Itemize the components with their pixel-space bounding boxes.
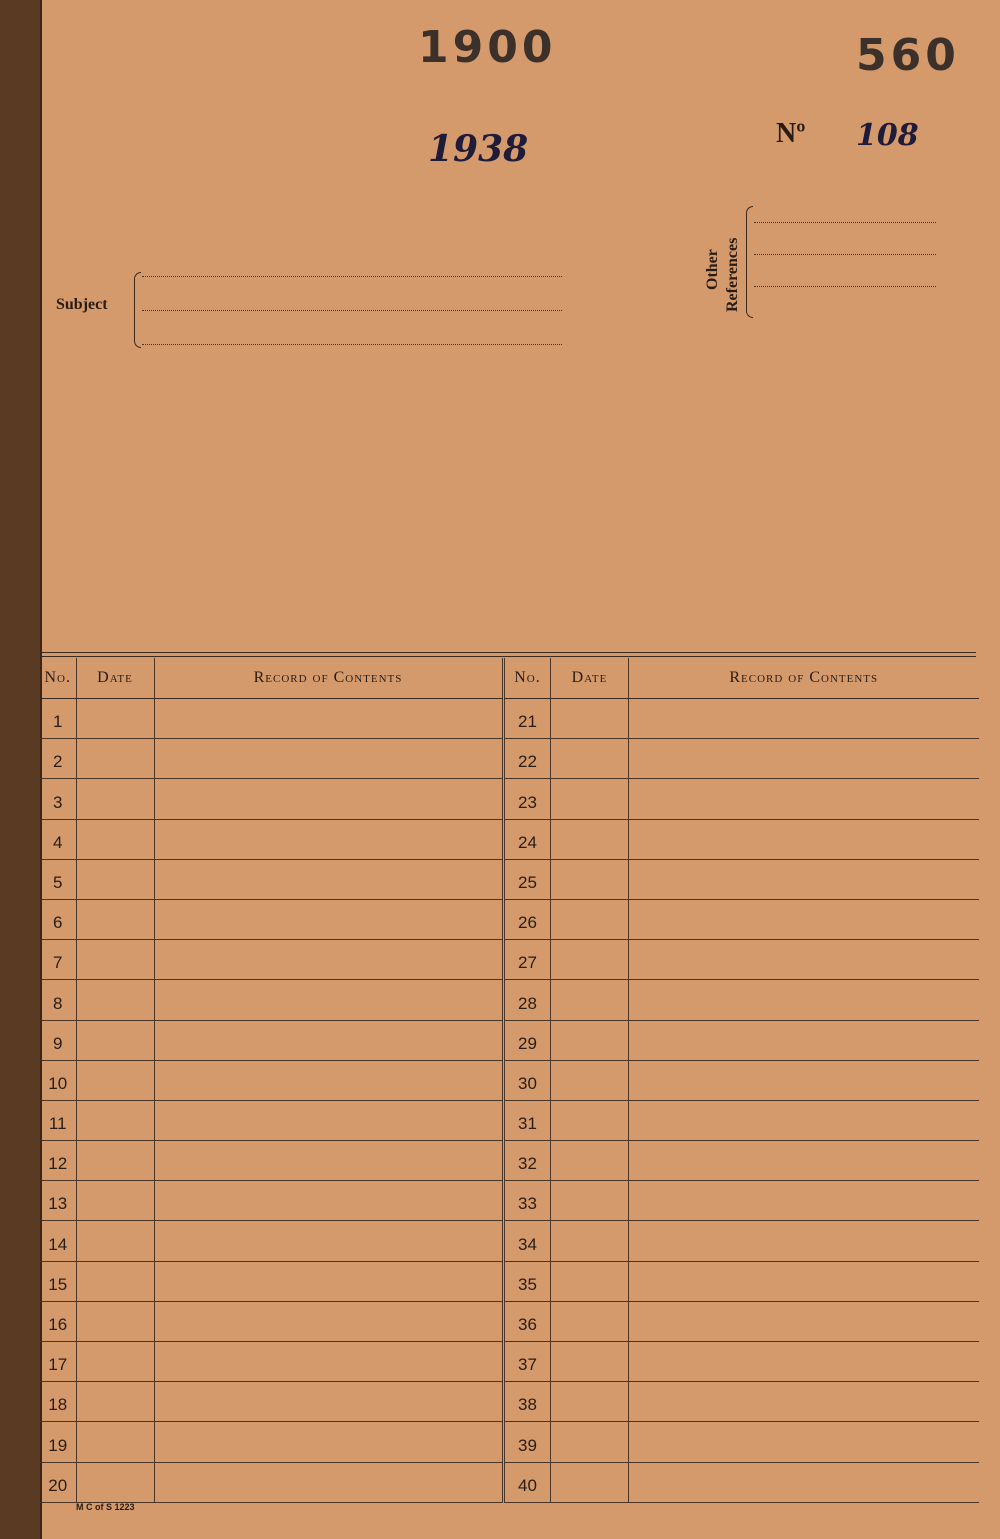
date-cell[interactable]	[551, 699, 629, 739]
record-cell[interactable]	[154, 859, 502, 899]
table-row	[40, 1100, 502, 1140]
other-ref-line-1[interactable]	[754, 222, 936, 223]
date-cell[interactable]	[551, 1181, 629, 1221]
date-cell[interactable]	[76, 899, 154, 939]
date-cell[interactable]	[551, 899, 629, 939]
record-cell[interactable]	[629, 1181, 979, 1221]
handwritten-number: 108	[856, 118, 919, 153]
date-cell[interactable]	[76, 1342, 154, 1382]
header-date: Date	[551, 658, 629, 699]
row-number: 30	[505, 1060, 551, 1100]
date-cell[interactable]	[76, 980, 154, 1020]
date-cell[interactable]	[76, 1301, 154, 1341]
table-top-rule	[40, 652, 976, 653]
subject-brace	[134, 272, 141, 348]
date-cell[interactable]	[551, 739, 629, 779]
row-number: 29	[505, 1020, 551, 1060]
table-row	[40, 1301, 502, 1341]
row-number: 32	[505, 1141, 551, 1181]
record-cell[interactable]	[154, 779, 502, 819]
other-ref-line-2[interactable]	[754, 254, 936, 255]
number-label: Nº	[776, 118, 806, 149]
record-cell[interactable]	[154, 1342, 502, 1382]
date-cell[interactable]	[76, 1181, 154, 1221]
record-cell[interactable]	[629, 1301, 979, 1341]
record-cell[interactable]	[629, 739, 979, 779]
table-row	[505, 1462, 979, 1502]
table-row	[505, 1181, 979, 1221]
record-cell[interactable]	[629, 1060, 979, 1100]
date-cell[interactable]	[76, 940, 154, 980]
table-row	[40, 1020, 502, 1060]
table-row	[505, 1301, 979, 1341]
record-table-left	[40, 658, 503, 1503]
date-cell[interactable]	[551, 1261, 629, 1301]
date-cell[interactable]	[76, 699, 154, 739]
row-number: 28	[505, 980, 551, 1020]
table-row	[505, 1141, 979, 1181]
date-cell[interactable]	[76, 779, 154, 819]
record-cell[interactable]	[629, 1382, 979, 1422]
subject-line-3[interactable]	[142, 344, 562, 345]
table-row	[40, 1342, 502, 1382]
record-cell[interactable]	[629, 1422, 979, 1462]
date-cell[interactable]	[551, 1382, 629, 1422]
table-row	[40, 739, 502, 779]
row-number: 2	[40, 739, 76, 779]
table-row	[505, 819, 979, 859]
date-cell[interactable]	[551, 1422, 629, 1462]
row-number: 35	[505, 1261, 551, 1301]
date-cell[interactable]	[551, 859, 629, 899]
row-number: 3	[40, 779, 76, 819]
record-cell[interactable]	[154, 1100, 502, 1140]
date-cell[interactable]	[551, 819, 629, 859]
other-ref-line-3[interactable]	[754, 286, 936, 287]
row-number: 10	[40, 1060, 76, 1100]
table-row	[40, 699, 502, 739]
row-number: 11	[40, 1100, 76, 1140]
record-cell[interactable]	[154, 739, 502, 779]
table-row	[40, 1181, 502, 1221]
other-references-brace	[746, 206, 753, 318]
date-cell[interactable]	[76, 1462, 154, 1502]
record-cell[interactable]	[154, 1221, 502, 1261]
stamp-file-number: 560	[856, 30, 960, 81]
row-number: 36	[505, 1301, 551, 1341]
date-cell[interactable]	[551, 1060, 629, 1100]
row-number: 24	[505, 819, 551, 859]
row-number: 13	[40, 1181, 76, 1221]
header-no: No.	[505, 658, 551, 699]
table-top-rule-2	[40, 656, 976, 657]
record-cell[interactable]	[629, 899, 979, 939]
date-cell[interactable]	[551, 1221, 629, 1261]
date-cell[interactable]	[76, 1422, 154, 1462]
record-cell[interactable]	[154, 940, 502, 980]
left-table-body	[40, 699, 502, 1503]
record-cell[interactable]	[154, 1181, 502, 1221]
table-row	[40, 940, 502, 980]
record-cell[interactable]	[154, 1020, 502, 1060]
row-number: 5	[40, 859, 76, 899]
record-cell[interactable]	[629, 980, 979, 1020]
table-row	[505, 1060, 979, 1100]
table-row	[40, 1221, 502, 1261]
table-row	[505, 1382, 979, 1422]
table-row	[505, 739, 979, 779]
row-number: 22	[505, 739, 551, 779]
record-table-right	[504, 658, 979, 1503]
row-number: 34	[505, 1221, 551, 1261]
other-references-line1: Other	[704, 249, 721, 290]
record-cell[interactable]	[154, 1301, 502, 1341]
record-cell[interactable]	[629, 779, 979, 819]
table-row	[40, 779, 502, 819]
record-cell[interactable]	[154, 1382, 502, 1422]
table-row	[40, 1261, 502, 1301]
table-row	[505, 699, 979, 739]
date-cell[interactable]	[551, 1342, 629, 1382]
table-row	[505, 1100, 979, 1140]
table-row	[40, 899, 502, 939]
table-header-row	[40, 658, 502, 699]
table-header-row	[505, 658, 979, 699]
table-row	[505, 940, 979, 980]
record-cell[interactable]	[154, 699, 502, 739]
table-row	[40, 859, 502, 899]
row-number: 12	[40, 1141, 76, 1181]
date-cell[interactable]	[551, 779, 629, 819]
date-cell[interactable]	[76, 1100, 154, 1140]
table-row	[40, 819, 502, 859]
row-number: 25	[505, 859, 551, 899]
date-cell[interactable]	[76, 1141, 154, 1181]
table-row	[505, 859, 979, 899]
record-cell[interactable]	[154, 1141, 502, 1181]
record-cell[interactable]	[154, 1261, 502, 1301]
date-cell[interactable]	[551, 1301, 629, 1341]
row-number: 9	[40, 1020, 76, 1060]
table-row	[40, 1382, 502, 1422]
subject-line-2[interactable]	[142, 310, 562, 311]
table-row	[505, 980, 979, 1020]
header-record: Record of Contents	[629, 658, 979, 699]
right-table-body	[505, 699, 979, 1503]
record-cell[interactable]	[629, 859, 979, 899]
row-number: 27	[505, 940, 551, 980]
record-cell[interactable]	[629, 1100, 979, 1140]
row-number: 14	[40, 1221, 76, 1261]
row-number: 37	[505, 1342, 551, 1382]
date-cell[interactable]	[76, 859, 154, 899]
date-cell[interactable]	[76, 819, 154, 859]
row-number: 4	[40, 819, 76, 859]
record-cell[interactable]	[154, 899, 502, 939]
record-cell[interactable]	[629, 819, 979, 859]
binding-spine	[0, 0, 42, 1539]
row-number: 20	[40, 1462, 76, 1502]
other-references-label	[704, 249, 722, 290]
record-cell[interactable]	[154, 1462, 502, 1502]
form-code: M C of S 1223	[76, 1502, 135, 1512]
row-number: 6	[40, 899, 76, 939]
row-number: 18	[40, 1382, 76, 1422]
date-cell[interactable]	[76, 1382, 154, 1422]
table-row	[40, 1141, 502, 1181]
table-row	[40, 1462, 502, 1502]
date-cell[interactable]	[76, 739, 154, 779]
row-number: 26	[505, 899, 551, 939]
date-cell[interactable]	[76, 1060, 154, 1100]
row-number: 17	[40, 1342, 76, 1382]
date-cell[interactable]	[76, 1261, 154, 1301]
table-row	[505, 1342, 979, 1382]
row-number: 40	[505, 1462, 551, 1502]
record-cell[interactable]	[629, 699, 979, 739]
subject-label: Subject	[56, 296, 108, 313]
record-cell[interactable]	[629, 1221, 979, 1261]
row-number: 8	[40, 980, 76, 1020]
record-cell[interactable]	[629, 940, 979, 980]
other-references-label-2	[724, 238, 742, 312]
record-cell[interactable]	[154, 1060, 502, 1100]
header-record: Record of Contents	[154, 658, 502, 699]
record-cell[interactable]	[629, 1462, 979, 1502]
table-row	[505, 1422, 979, 1462]
row-number: 39	[505, 1422, 551, 1462]
stamp-year: 1900	[418, 22, 557, 73]
record-cell[interactable]	[154, 1422, 502, 1462]
date-cell[interactable]	[551, 1020, 629, 1060]
row-number: 31	[505, 1100, 551, 1140]
table-row	[505, 1020, 979, 1060]
row-number: 38	[505, 1382, 551, 1422]
table-row	[505, 1261, 979, 1301]
date-cell[interactable]	[551, 1141, 629, 1181]
date-cell[interactable]	[551, 940, 629, 980]
table-row	[505, 779, 979, 819]
table-row	[40, 1422, 502, 1462]
record-cell[interactable]	[154, 819, 502, 859]
date-cell[interactable]	[551, 980, 629, 1020]
table-row	[505, 899, 979, 939]
date-cell[interactable]	[76, 1221, 154, 1261]
row-number: 23	[505, 779, 551, 819]
record-cell[interactable]	[154, 980, 502, 1020]
date-cell[interactable]	[76, 1020, 154, 1060]
record-cell[interactable]	[629, 1020, 979, 1060]
table-row	[505, 1221, 979, 1261]
subject-line-1[interactable]	[142, 276, 562, 277]
row-number: 7	[40, 940, 76, 980]
row-number: 33	[505, 1181, 551, 1221]
row-number: 15	[40, 1261, 76, 1301]
date-cell[interactable]	[551, 1100, 629, 1140]
row-number: 19	[40, 1422, 76, 1462]
row-number: 21	[505, 699, 551, 739]
handwritten-year: 1938	[428, 128, 529, 170]
record-cell[interactable]	[629, 1261, 979, 1301]
row-number: 1	[40, 699, 76, 739]
record-cell[interactable]	[629, 1342, 979, 1382]
row-number: 16	[40, 1301, 76, 1341]
header-date: Date	[76, 658, 154, 699]
record-cell[interactable]	[629, 1141, 979, 1181]
date-cell[interactable]	[551, 1462, 629, 1502]
header-no: No.	[40, 658, 76, 699]
other-references-line2: References	[724, 237, 741, 312]
table-row	[40, 1060, 502, 1100]
table-row	[40, 980, 502, 1020]
